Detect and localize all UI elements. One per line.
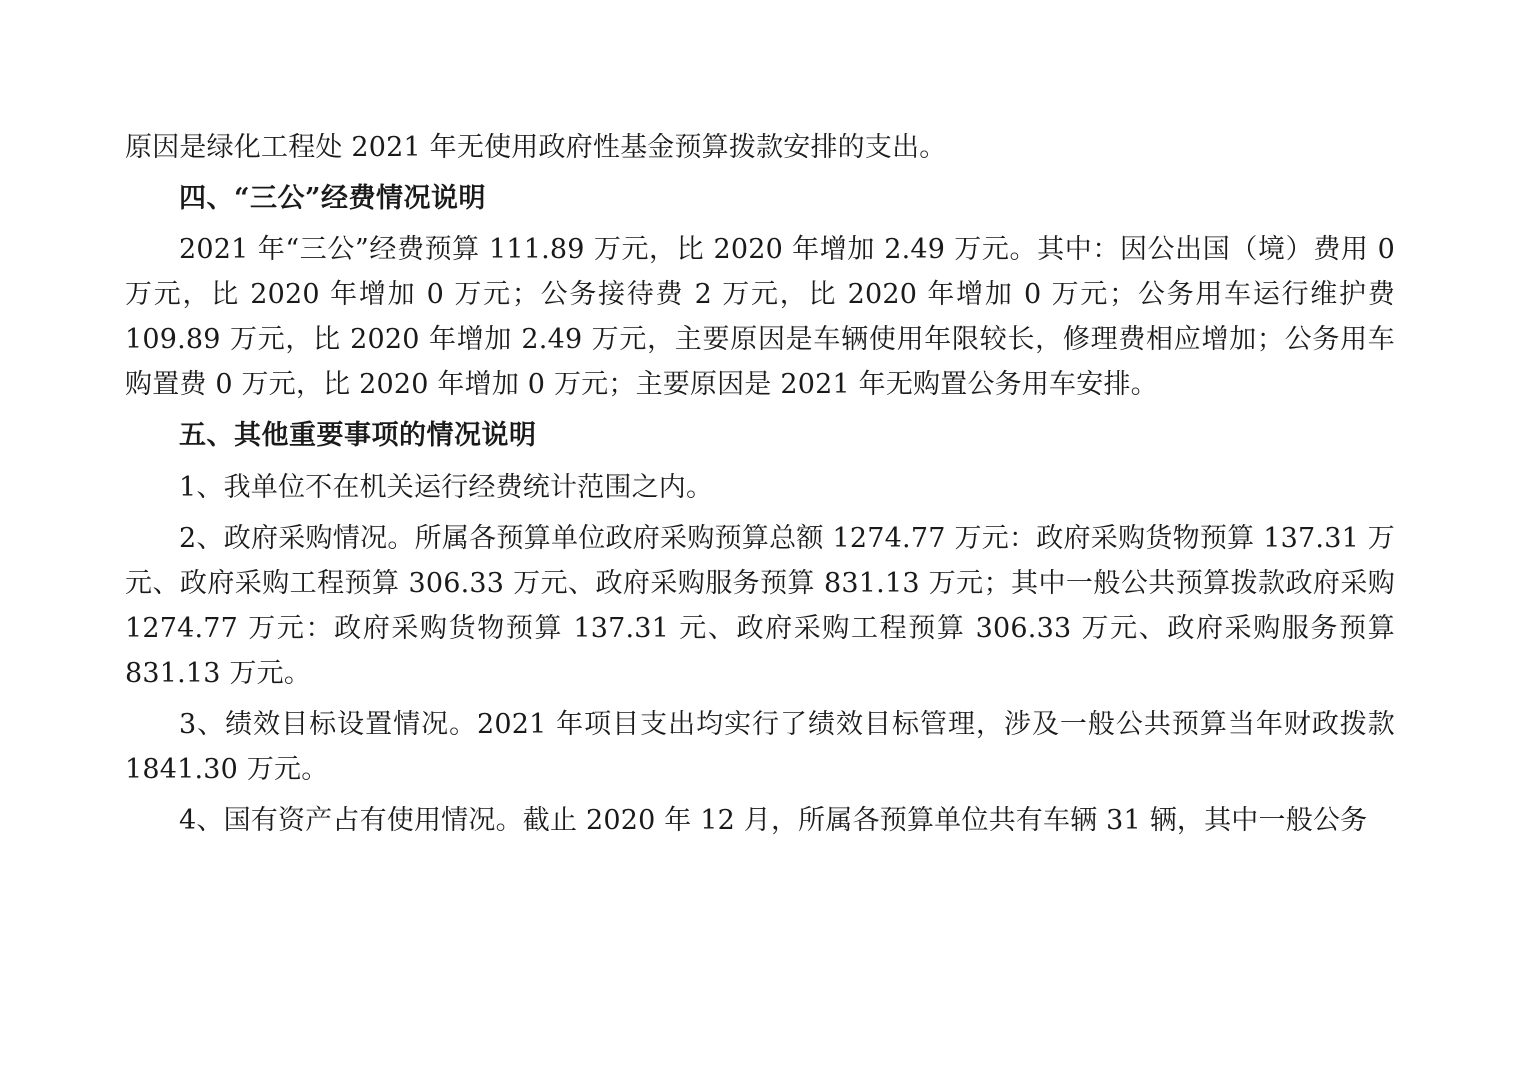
paragraph-item-1: 1、我单位不在机关运行经费统计范围之内。 bbox=[179, 471, 714, 503]
paragraph-item-2: 2、政府采购情况。所属各预算单位政府采购预算总额 1274.77 万元：政府采购货物预算 137.31 万元、政府采购工程预算 306.33 万元、政府采购服务预算 831.13 万元；其中一般公共预算拨款政府采购 1274.77 万元：政府采购货物预算 137.31 元、政府采购工程预算 306.33 万元、政府采购服务预算 831.13 万元。 bbox=[125, 522, 1395, 689]
document-body bbox=[125, 125, 1395, 843]
paragraph-sangong-expenses: 2021 年“三公”经费预算 111.89 万元，比 2020 年增加 2.49 万元。其中：因公出国（境）费用 0 万元，比 2020 年增加 0 万元；公务接待费 2 万元，比 2020 年增加 0 万元；公务用车运行维护费 109.89 万元，比 2020 年增加 2.49 万元，主要原因是车辆使用年限较长，修理费相应增加；公务用车购置费 0 万元，比 2020 年增加 0 万元；主要原因是 2021 年无购置公务用车安排。 bbox=[125, 234, 1395, 401]
paragraph-item-3: 3、绩效目标设置情况。2021 年项目支出均实行了绩效目标管理，涉及一般公共预算当年财政拨款 1841.30 万元。 bbox=[125, 708, 1395, 786]
paragraph-continuation: 原因是绿化工程处 2021 年无使用政府性基金预算拨款安排的支出。 bbox=[125, 132, 947, 163]
heading-section-five: 五、其他重要事项的情况说明 bbox=[179, 420, 537, 452]
heading-section-four: 四、“三公”经费情况说明 bbox=[179, 183, 487, 215]
paragraph-item-4: 4、国有资产占有使用情况。截止 2020 年 12 月，所属各预算单位共有车辆 31 辆，其中一般公务 bbox=[179, 805, 1368, 837]
